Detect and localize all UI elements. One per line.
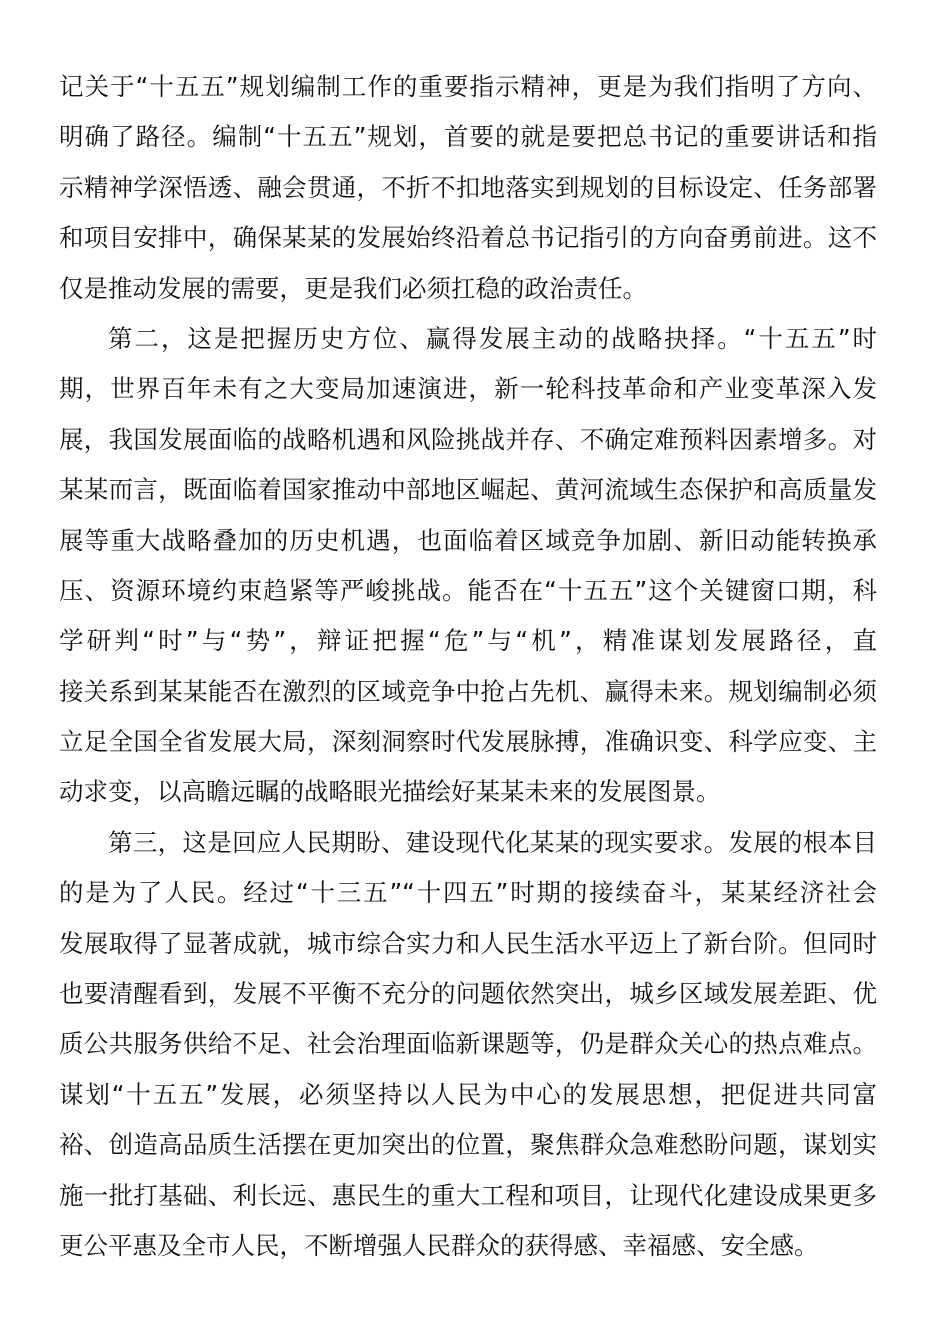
- text-line: 示精神学深悟透、融会贯通，不折不扣地落实到规划的目标设定、任务部署: [59, 172, 877, 202]
- text-line: 仅是推动发展的需要，更是我们必须扛稳的政治责任。: [59, 273, 647, 303]
- text-line: 施一批打基础、利长远、惠民生的重大工程和项目，让现代化建设成果更多: [59, 1180, 877, 1210]
- text-line: 接关系到某某能否在激烈的区域竞争中抢占先机、赢得未来。规划编制必须: [59, 676, 877, 706]
- text-line: 和项目安排中，确保某某的发展始终沿着总书记指引的方向奋勇前进。这不: [59, 223, 877, 253]
- text-line: 发展取得了显著成就，城市综合实力和人民生活水平迈上了新台阶。但同时: [59, 928, 877, 958]
- text-line: 第二，这是把握历史方位、赢得发展主动的战略抉择。“十五五”时: [108, 323, 877, 353]
- text-line: 质公共服务供给不足、社会治理面临新课题等，仍是群众关心的热点难点。: [59, 1029, 877, 1059]
- text-line: 第三，这是回应人民期盼、建设现代化某某的现实要求。发展的根本目: [108, 827, 877, 857]
- text-line: 记关于“十五五”规划编制工作的重要指示精神，更是为我们指明了方向、: [59, 72, 877, 101]
- text-line: 更公平惠及全市人民，不断增强人民群众的获得感、幸福感、安全感。: [59, 1230, 819, 1260]
- text-line: 某某而言，既面临着国家推动中部地区崛起、黄河流域生态保护和高质量发: [59, 475, 877, 505]
- text-line: 谋划“十五五”发展，必须坚持以人民为中心的发展思想，把促进共同富: [59, 1079, 877, 1109]
- text-line: 的是为了人民。经过“十三五”“十四五”时期的接续奋斗，某某经济社会: [59, 878, 877, 908]
- text-line: 也要清醒看到，发展不平衡不充分的问题依然突出，城乡区域发展差距、优: [59, 979, 877, 1009]
- text-line: 期，世界百年未有之大变局加速演进，新一轮科技革命和产业变革深入发: [59, 374, 877, 404]
- text-line: 裕、创造高品质生活摆在更加突出的位置，聚焦群众急难愁盼问题，谋划实: [59, 1130, 877, 1160]
- text-line: 学研判“时”与“势”，辩证把握“危”与“机”，精准谋划发展路径，直: [59, 626, 877, 656]
- document-page: [59, 62, 877, 1271]
- text-line: 压、资源环境约束趋紧等严峻挑战。能否在“十五五”这个关键窗口期，科: [59, 575, 877, 605]
- text-line: 展等重大战略叠加的历史机遇，也面临着区域竞争加剧、新旧动能转换承: [59, 525, 877, 555]
- text-line: 明确了路径。编制“十五五”规划，首要的就是要把总书记的重要讲话和指: [59, 122, 877, 152]
- text-line: 展，我国发展面临的战略机遇和风险挑战并存、不确定难预料因素增多。对: [59, 424, 877, 454]
- text-line: 动求变，以高瞻远瞩的战略眼光描绘好某某未来的发展图景。: [59, 777, 721, 807]
- text-line: 立足全国全省发展大局，深刻洞察时代发展脉搏，准确识变、科学应变、主: [59, 727, 877, 757]
